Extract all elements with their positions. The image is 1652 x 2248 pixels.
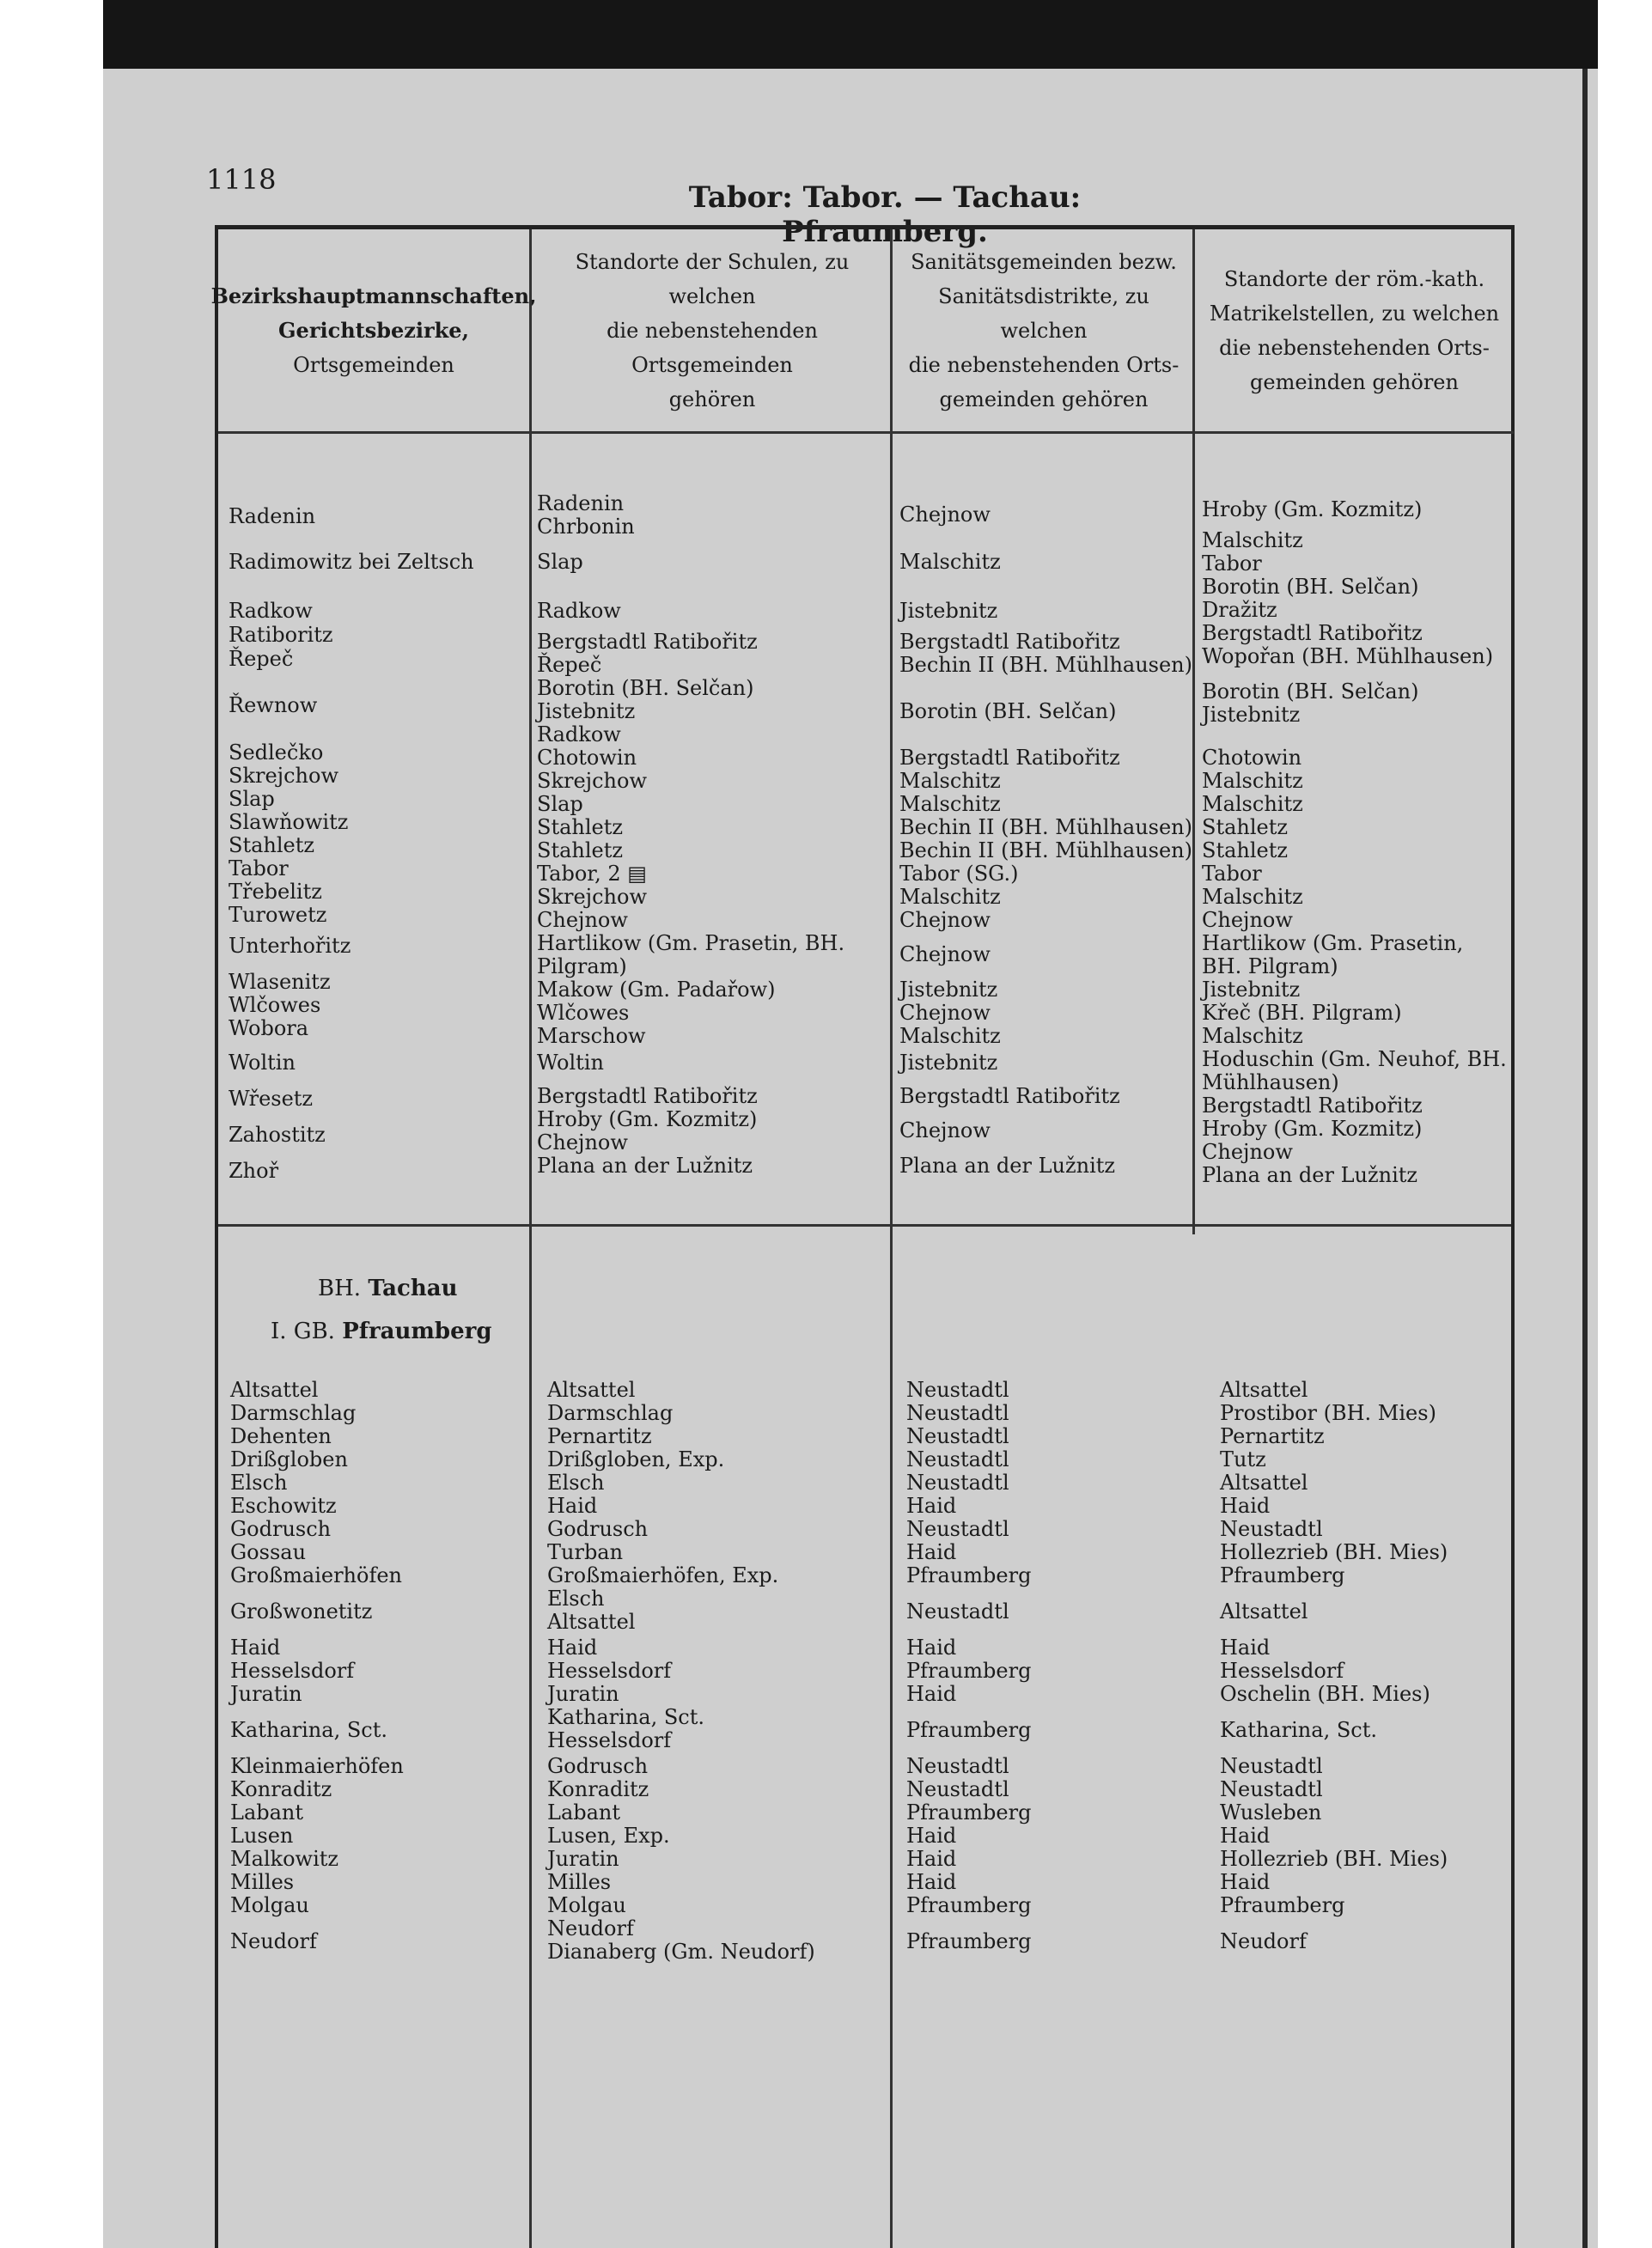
- table-entry: Altsattel: [1220, 1599, 1308, 1624]
- table-entry: Řepeč: [229, 647, 294, 671]
- table-entry: Godrusch: [547, 1517, 649, 1541]
- table-entry: Haid: [906, 1540, 957, 1564]
- table-entry: Tabor (SG.): [899, 862, 1019, 886]
- table-entry: Slap: [229, 787, 275, 811]
- table-entry: Makow (Gm. Padařow): [537, 978, 776, 1002]
- table-entry: Wusleben: [1220, 1800, 1322, 1825]
- table-entry: Radimowitz bei Zeltsch: [229, 550, 474, 574]
- table-entry: Chejnow: [899, 942, 991, 966]
- table-entry: Stahletz: [1202, 815, 1289, 839]
- table-entry: Godrusch: [547, 1754, 649, 1778]
- table-entry: Neustadtl: [906, 1517, 1009, 1541]
- table-entry: Hroby (Gm. Kozmitz): [1202, 1117, 1423, 1141]
- table-entry: Hesselsdorf: [547, 1728, 672, 1752]
- table-entry: Hartlikow (Gm. Prasetin,: [1202, 931, 1464, 955]
- table-entry: Darmschlag: [547, 1401, 674, 1425]
- table-entry: Hroby (Gm. Kozmitz): [1202, 497, 1423, 521]
- table-entry: Wlasenitz: [229, 970, 331, 994]
- table-entry: Altsattel: [547, 1378, 636, 1402]
- header-line: Matrikelstellen, zu welchen: [1209, 301, 1500, 326]
- table-entry: Radkow: [537, 722, 621, 746]
- table-entry: Chejnow: [1202, 1140, 1293, 1164]
- table-entry: Elsch: [547, 1471, 605, 1495]
- header-line: Standorte der röm.-kath.: [1223, 266, 1485, 291]
- table-entry: Hroby (Gm. Kozmitz): [537, 1107, 758, 1131]
- table-entry: Neudorf: [547, 1916, 634, 1940]
- header-sanitary: [893, 229, 1195, 434]
- table-entry: Radenin: [229, 504, 316, 528]
- table-entry: Labant: [230, 1800, 304, 1825]
- table-entry: Milles: [547, 1870, 612, 1894]
- table-entry: Malschitz: [1202, 769, 1303, 793]
- table-entry: Altsattel: [547, 1610, 636, 1634]
- court-name: Pfraumberg: [342, 1319, 492, 1344]
- table-entry: Molgau: [547, 1893, 626, 1917]
- table-entry: Malkowitz: [230, 1847, 339, 1871]
- table-entry: Haid: [906, 1824, 957, 1848]
- table-entry: Neudorf: [230, 1929, 317, 1953]
- header-line: Bezirkshauptmannschaften,: [210, 283, 537, 308]
- header-line: gehören: [668, 387, 756, 411]
- header-line: Gerichtsbezirke,: [278, 317, 469, 343]
- table-entry: Haid: [906, 1636, 957, 1660]
- table-entry: Skrejchow: [229, 764, 338, 788]
- table-entry: Neustadtl: [906, 1777, 1009, 1801]
- table-entry: Malschitz: [899, 885, 1001, 909]
- table-entry: Lusen: [230, 1824, 294, 1848]
- table-entry: Juratin: [230, 1682, 302, 1706]
- table-entry: Wlčowes: [537, 1001, 630, 1025]
- table-entry: Sedlečko: [229, 740, 324, 765]
- table-entry: Tabor: [229, 856, 289, 880]
- table-entry: Jistebnitz: [899, 599, 998, 623]
- right-margin-rule: [1582, 69, 1588, 2248]
- table-entry: Pfraumberg: [906, 1893, 1032, 1917]
- table-entry: Pfraumberg: [906, 1563, 1032, 1587]
- header-line: die nebenstehenden Ortsgemeinden: [607, 318, 818, 377]
- table-entry: Hoduschin (Gm. Neuhof, BH.: [1202, 1047, 1507, 1071]
- table-entry: Borotin (BH. Selčan): [1202, 679, 1419, 704]
- table-entry: Pfraumberg: [1220, 1893, 1345, 1917]
- table-entry: Neudorf: [1220, 1929, 1307, 1953]
- column-schools: [529, 229, 893, 2248]
- table-entry: Wlčowes: [229, 993, 321, 1017]
- court-subheading: [271, 1319, 492, 1344]
- district-name: Tachau: [368, 1276, 458, 1301]
- table-entry: Malschitz: [1202, 528, 1303, 552]
- table-entry: Malschitz: [1202, 885, 1303, 909]
- table-entry: Darmschlag: [230, 1401, 357, 1425]
- table-entry: Katharina, Sct.: [547, 1705, 704, 1729]
- header-line: gemeinden gehören: [939, 387, 1149, 411]
- header-line: Standorte der Schulen, zu welchen: [575, 249, 850, 308]
- table-entry: Woltin: [229, 1051, 296, 1075]
- table-entry: Hollezrieb (BH. Mies): [1220, 1847, 1448, 1871]
- table-entry: Neustadtl: [1220, 1777, 1323, 1801]
- table-entry: Skrejchow: [537, 769, 647, 793]
- table-entry: Kleinmaierhöfen: [230, 1754, 404, 1778]
- table-entry: Prostibor (BH. Mies): [1220, 1401, 1436, 1425]
- table-entry: Pfraumberg: [906, 1718, 1032, 1742]
- table-entry: Chejnow: [899, 1001, 991, 1025]
- table-entry: Neustadtl: [906, 1471, 1009, 1495]
- table-entry: Woltin: [537, 1051, 604, 1075]
- table-entry: Bergstadtl Ratibořitz: [1202, 1094, 1423, 1118]
- table-entry: Gossau: [230, 1540, 307, 1564]
- table-entry: Labant: [547, 1800, 621, 1825]
- table-entry: Hesselsdorf: [230, 1659, 355, 1683]
- header-line: Sanitätsdistrikte, zu welchen: [938, 283, 1149, 343]
- table-entry: Haid: [906, 1847, 957, 1871]
- table-entry: Neustadtl: [1220, 1517, 1323, 1541]
- table-entry: Chejnow: [899, 1118, 991, 1142]
- running-head: Tabor: Tabor. — Tachau: Pfraumberg.: [688, 180, 1082, 249]
- court-prefix: I. GB.: [271, 1319, 335, 1344]
- table-entry: Malschitz: [899, 769, 1001, 793]
- table-entry: Haid: [230, 1636, 281, 1660]
- table-entry: Plana an der Lužnitz: [899, 1154, 1116, 1178]
- column-municipalities: [210, 229, 537, 2248]
- table-entry: Borotin (BH. Selčan): [1202, 575, 1419, 599]
- table-entry: Haid: [547, 1494, 598, 1518]
- table-entry: Drißgloben: [230, 1447, 348, 1471]
- table-entry: Pfraumberg: [906, 1659, 1032, 1683]
- table-entry: Hollezrieb (BH. Mies): [1220, 1540, 1448, 1564]
- table-entry: Altsattel: [230, 1378, 319, 1402]
- table-entry: Skrejchow: [537, 885, 647, 909]
- table-entry: Borotin (BH. Selčan): [899, 699, 1117, 723]
- table-entry: Hesselsdorf: [1220, 1659, 1344, 1683]
- table-entry: Haid: [906, 1682, 957, 1706]
- table-entry: Zhoř: [229, 1159, 279, 1183]
- table-entry: Altsattel: [1220, 1378, 1308, 1402]
- table-entry: Slap: [537, 792, 583, 816]
- table-entry: Tabor: [1202, 551, 1262, 576]
- table-entry: Bergstadtl Ratibořitz: [537, 1084, 758, 1108]
- header-line: die nebenstehenden Orts-: [1219, 335, 1490, 360]
- table-entry: Dehenten: [230, 1424, 332, 1448]
- table-entry: Neustadtl: [906, 1599, 1009, 1624]
- table-entry: Chejnow: [1202, 908, 1293, 932]
- table-entry: Mühlhausen): [1202, 1070, 1339, 1094]
- table-entry: Radkow: [537, 599, 621, 623]
- table-entry: Radenin: [537, 491, 625, 515]
- table-entry: Dražitz: [1202, 598, 1277, 622]
- table-entry: Juratin: [547, 1847, 619, 1871]
- table-entry: Neustadtl: [906, 1378, 1009, 1402]
- table-entry: Haid: [906, 1494, 957, 1518]
- table-entry: Chrbonin: [537, 515, 635, 539]
- header-line: Sanitätsgemeinden bezw.: [911, 249, 1177, 274]
- table-entry: Plana an der Lužnitz: [537, 1154, 753, 1178]
- table-entry: Großmaierhöfen, Exp.: [547, 1563, 779, 1587]
- table-entry: Wopořan (BH. Mühlhausen): [1202, 644, 1494, 668]
- table-entry: Borotin (BH. Selčan): [537, 676, 754, 700]
- table-entry: Ratiboritz: [229, 623, 333, 647]
- table-entry: Slawňowitz: [229, 810, 349, 834]
- table-entry: Pernartitz: [1220, 1424, 1325, 1448]
- table-entry: Řepeč: [537, 653, 602, 677]
- table-entry: Neustadtl: [906, 1447, 1009, 1471]
- table-entry: Tabor: [1202, 862, 1262, 886]
- table-entry: Haid: [1220, 1636, 1271, 1660]
- table-entry: Malschitz: [1202, 792, 1303, 816]
- table-entry: Pernartitz: [547, 1424, 652, 1448]
- table-entry: Chejnow: [537, 1130, 628, 1154]
- table-entry: Jistebnitz: [899, 1051, 998, 1075]
- table-entry: Godrusch: [230, 1517, 332, 1541]
- table-entry: Jistebnitz: [537, 699, 636, 723]
- table-entry: Neustadtl: [1220, 1754, 1323, 1778]
- table-entry: Bergstadtl Ratibořitz: [899, 746, 1120, 770]
- header-line: die nebenstehenden Orts-: [908, 352, 1180, 377]
- table-entry: Juratin: [547, 1682, 619, 1706]
- column-sanitary: [890, 229, 1195, 2248]
- table-entry: BH. Pilgram): [1202, 954, 1338, 978]
- table-entry: Großwonetitz: [230, 1599, 373, 1624]
- table-entry: Großmaierhöfen: [230, 1563, 402, 1587]
- table-entry: Malschitz: [899, 1024, 1001, 1048]
- table-entry: Malschitz: [1202, 1024, 1303, 1048]
- table-entry: Bechin II (BH. Mühlhausen): [899, 838, 1193, 862]
- table-entry: Konraditz: [230, 1777, 332, 1801]
- table-entry: Pfraumberg: [906, 1800, 1032, 1825]
- table-entry: Tabor, 2 ▤: [537, 862, 647, 886]
- table-entry: Chotowin: [1202, 746, 1302, 770]
- table-entry: Třebelitz: [229, 880, 322, 904]
- header-line: Ortsgemeinden: [293, 352, 454, 377]
- table-entry: Milles: [230, 1870, 295, 1894]
- district-subheading: [318, 1276, 458, 1301]
- table-entry: Oschelin (BH. Mies): [1220, 1682, 1430, 1706]
- table-entry: Neustadtl: [906, 1424, 1009, 1448]
- table-entry: Plana an der Lužnitz: [1202, 1163, 1418, 1187]
- table-entry: Bechin II (BH. Mühlhausen): [899, 653, 1193, 677]
- table-entry: Chejnow: [899, 503, 991, 527]
- table-entry: Elsch: [230, 1471, 288, 1495]
- table-entry: Katharina, Sct.: [230, 1718, 387, 1742]
- table-entry: Tutz: [1220, 1447, 1266, 1471]
- table-entry: Elsch: [547, 1587, 605, 1611]
- table-entry: Neustadtl: [906, 1401, 1009, 1425]
- header-schools: [532, 229, 893, 434]
- table-entry: Haid: [906, 1870, 957, 1894]
- table-entry: Jistebnitz: [1202, 703, 1301, 727]
- table-entry: Bechin II (BH. Mühlhausen): [899, 815, 1193, 839]
- table-entry: Haid: [1220, 1494, 1271, 1518]
- scan-edge: [103, 0, 1598, 69]
- table-entry: Radkow: [229, 599, 313, 623]
- table-entry: Dianaberg (Gm. Neudorf): [547, 1940, 815, 1964]
- page-number: 1118: [206, 163, 277, 196]
- section-divider: [218, 1224, 1511, 1227]
- table-entry: Bergstadtl Ratibořitz: [1202, 621, 1423, 645]
- table-entry: Wřesetz: [229, 1087, 314, 1111]
- table-entry: Bergstadtl Ratibořitz: [899, 1084, 1120, 1108]
- table-entry: Turowetz: [229, 903, 327, 927]
- table-entry: Bergstadtl Ratibořitz: [899, 630, 1120, 654]
- table-entry: Haid: [1220, 1824, 1271, 1848]
- table-entry: Pfraumberg: [1220, 1563, 1345, 1587]
- table-entry: Zahostitz: [229, 1123, 326, 1147]
- table-entry: Jistebnitz: [1202, 978, 1301, 1002]
- table-entry: Hesselsdorf: [547, 1659, 672, 1683]
- table-entry: Wobora: [229, 1016, 309, 1040]
- table-entry: Drißgloben, Exp.: [547, 1447, 725, 1471]
- table-entry: Stahletz: [537, 815, 624, 839]
- table-entry: Řewnow: [229, 693, 318, 717]
- column-parishes: [1192, 229, 1514, 1234]
- header-municipalities: [210, 229, 537, 434]
- table-entry: Bergstadtl Ratibořitz: [537, 630, 758, 654]
- table-entry: Molgau: [230, 1893, 309, 1917]
- table-entry: Lusen, Exp.: [547, 1824, 670, 1848]
- table-entry: Marschow: [537, 1024, 646, 1048]
- district-prefix: BH.: [318, 1276, 362, 1301]
- table-entry: Malschitz: [899, 792, 1001, 816]
- table-entry: Malschitz: [899, 550, 1001, 574]
- table-entry: Haid: [547, 1636, 598, 1660]
- table-entry: Jistebnitz: [899, 978, 998, 1002]
- table-entry: Turban: [547, 1540, 624, 1564]
- table-entry: Chotowin: [537, 746, 637, 770]
- table-entry: Konraditz: [547, 1777, 649, 1801]
- table-entry: Stahletz: [1202, 838, 1289, 862]
- table-entry: Unterhořitz: [229, 934, 351, 958]
- table-entry: Křeč (BH. Pilgram): [1202, 1001, 1402, 1025]
- table-entry: Eschowitz: [230, 1494, 337, 1518]
- header-parishes: [1195, 229, 1514, 434]
- table-entry: Haid: [1220, 1870, 1271, 1894]
- table-entry: Pfraumberg: [906, 1929, 1032, 1953]
- table-entry: Neustadtl: [906, 1754, 1009, 1778]
- table-entry: Hartlikow (Gm. Prasetin, BH.: [537, 931, 845, 955]
- table-entry: Katharina, Sct.: [1220, 1718, 1377, 1742]
- table-entry: Slap: [537, 550, 583, 574]
- header-line: gemeinden gehören: [1250, 369, 1459, 394]
- table-entry: Stahletz: [229, 833, 315, 857]
- table-entry: Chejnow: [899, 908, 991, 932]
- table-entry: Pilgram): [537, 954, 627, 978]
- table-entry: Stahletz: [537, 838, 624, 862]
- table-entry: Chejnow: [537, 908, 628, 932]
- table-entry: Altsattel: [1220, 1471, 1308, 1495]
- register-table: [210, 225, 1515, 2248]
